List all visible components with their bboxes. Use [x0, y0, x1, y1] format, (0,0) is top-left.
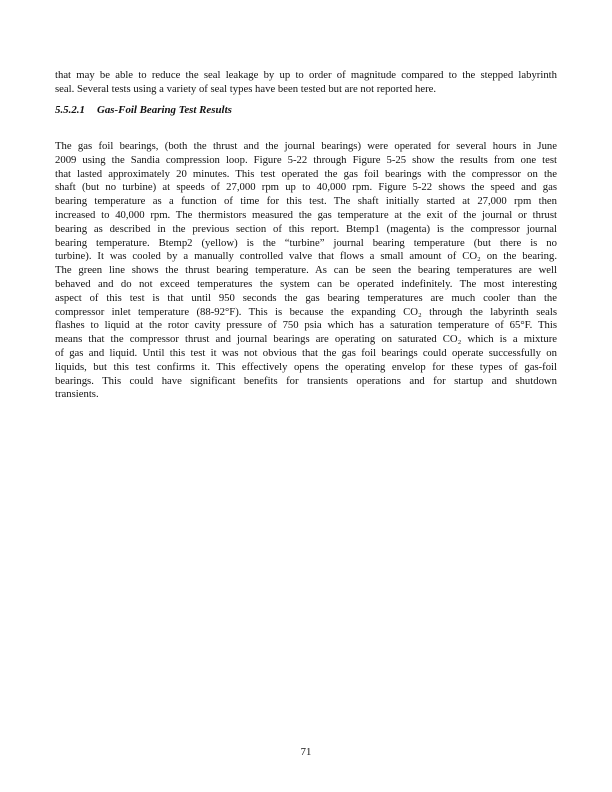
section-title: Gas-Foil Bearing Test Results — [97, 104, 232, 116]
page-number: 71 — [300, 746, 312, 758]
text-line: bearing as described in the previous section of this report. Btemp1 (magenta) is the compressor journal — [55, 222, 557, 235]
text-line: transients. — [55, 388, 99, 401]
text-line: of gas and liquid. Until this test it was not obvious that the gas foil bearings could operate successfully on — [55, 347, 557, 359]
text-line: flashes to liquid at the rotor cavity pressure of 750 psia which has a saturation temperature of 65°F. This — [55, 319, 557, 332]
text-line: behaved and do not exceed temperatures the system can be operated indefinitely. The most interesting — [55, 278, 557, 290]
text-line: seal. Several tests using a variety of seal types have been tested but are not reported here. — [55, 82, 437, 95]
text-line: The green line shows the thrust bearing temperature. As can be seen the bearing temperatures are well — [55, 264, 557, 277]
text-line: compressor inlet temperature (88-92°F). This is because the expanding CO₂ through the labyrinth seals — [55, 305, 557, 318]
text-line: that lasted approximately 20 minutes. This test operated the gas foil bearings with the compressor on the — [55, 167, 557, 180]
text-line: bearings. This could have significant benefits for transients operations and for startup and shutdown — [55, 374, 557, 387]
text-line: bearing temperature. Btemp2 (yellow) is the “turbine” journal bearing temperature (but there is no — [55, 236, 557, 249]
text-line: turbine). It was cooled by a manually controlled valve that flows a small amount of CO₂ on the bearing. — [55, 250, 557, 263]
text-line: The gas foil bearings, (both the thrust and the journal bearings) were operated for several hours in June — [55, 140, 557, 152]
text-line: aspect of this test is that until 950 seconds the gas bearing temperatures are much cooler than the — [55, 291, 557, 304]
text-line: bearing temperature as a function of time for this test. The shaft initially started at 27,000 rpm then — [55, 195, 557, 208]
text-line: that may be able to reduce the seal leakage by up to order of magnitude compared to the stepped labyrinth — [55, 69, 557, 81]
section-heading — [55, 104, 232, 116]
section-number: 5.5.2.1 — [55, 104, 85, 116]
text-line: 2009 using the Sandia compression loop. Figure 5-22 through Figure 5-25 show the results from one test — [55, 153, 557, 166]
text-line: increased to 40,000 rpm. The thermistors measured the gas temperature at the exit of the journal or thrust — [55, 209, 557, 221]
text-line: liquids, but this test confirms it. This effectively opens the operating envelop for these types of gas-foil — [55, 360, 557, 373]
text-line: means that the compressor thrust and journal bearings are operating on saturated CO₂ which is a mixture — [55, 333, 557, 346]
text-line: shaft (but no turbine) at speeds of 27,000 rpm up to 40,000 rpm. Figure 5-22 shows the speed and gas — [55, 181, 557, 194]
